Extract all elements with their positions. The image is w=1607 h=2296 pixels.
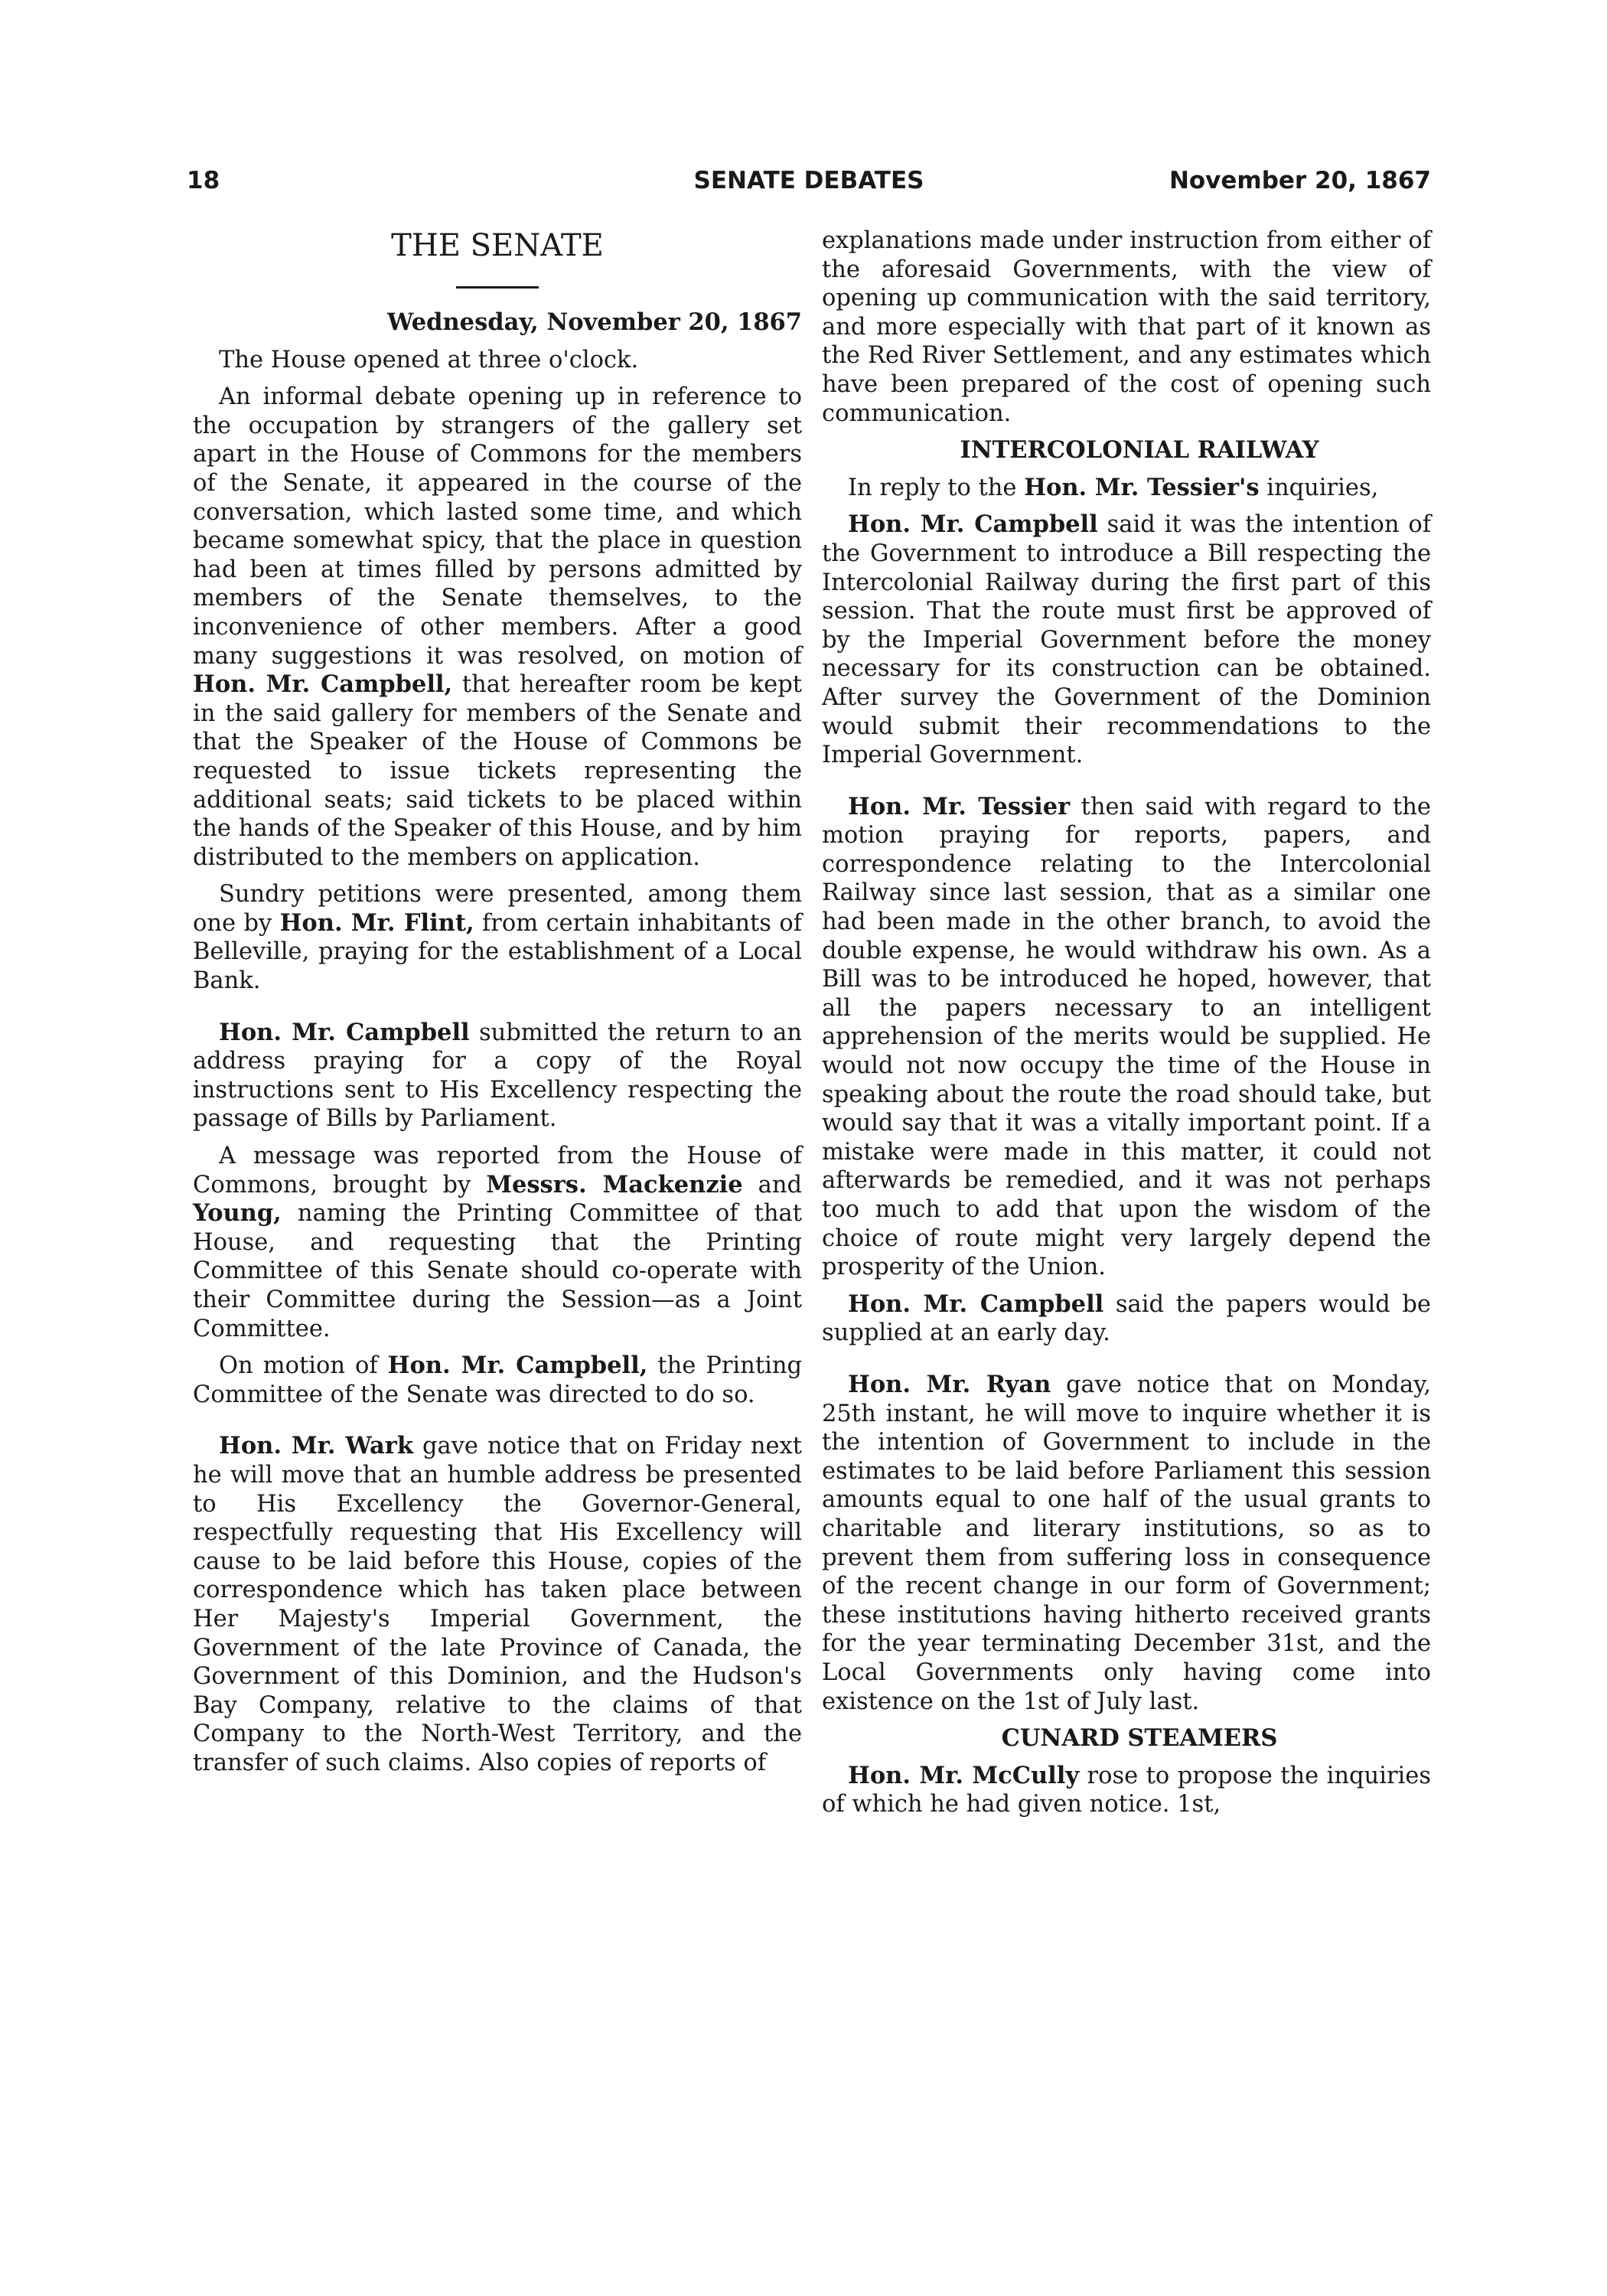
speaker-name: Hon. Mr. Ryan	[848, 1370, 1051, 1398]
paragraph-tessier: Hon. Mr. Tessier then said with regard to the motion praying for reports, papers, and correspondence relating to the Intercolonial Railway since last session, that as a similar one had been made in the other branch, to avoid the double expense, he would withdraw his own. As a Bill was to be introduced he hoped, however, that all the papers necessary to an intelligent apprehension of the merits would be supplied. He would not now occupy the time of the House in speaking about the route the road should take, but would say that it was a vitally important point. If a mistake were made in this matter, it could not afterwards be remedied, and it was not perhaps too much to add that upon the wisdom of the choice of route might very largely depend the prosperity of the Union.	[822, 792, 1431, 1281]
paragraph-printing-motion: On motion of Hon. Mr. Campbell, the Printing Committee of the Senate was directed to do so.	[193, 1352, 802, 1408]
speaker-name: Hon. Mr. Tessier's	[1024, 473, 1260, 501]
speaker-name: Hon. Mr. Campbell	[848, 510, 1098, 539]
paragraph-ryan-notice: Hon. Mr. Ryan gave notice that on Monday, 25th instant, he will move to inquire whether it is the intention of Government to include in the estimates to be laid before Parliament this session amounts equal to one half of the usual grants to charitable and literary institutions, so as to prevent them from suffering loss in consequence of the recent change in our form of Government; these institutions having hitherto received grants for the year terminating December 31st, and the Local Governments only having come into existence on the 1st of July last.	[822, 1370, 1432, 1715]
paragraph-petitions: Sundry petitions were presented, among them one by Hon. Mr. Flint, from certain inhabitants of Belleville, praying for the establishment of a Local Bank.	[193, 881, 802, 995]
heading-cunard-steamers: CUNARD STEAMERS	[1001, 1724, 1278, 1753]
left-column	[193, 227, 802, 1778]
speaker-name: Hon. Mr. Campbell	[848, 1290, 1104, 1318]
paragraph-wark-notice: Hon. Mr. Wark gave notice that on Friday next he will move that an humble address be presented to His Excellency the Governor-General, respectfully requesting that His Excellency will cause to be laid before this House, copies of the correspondence which has taken place between Her Majesty's Imperial Government, the Government of the late Province of Canada, the Government of this Dominion, and the Hudson's Bay Company, relative to the claims of that Company to the North-West Territory, and the transfer of such claims. Also copies of reports of	[193, 1432, 802, 1776]
speaker-name: Hon. Mr. Campbell	[219, 1018, 470, 1046]
publication-title: SENATE DEBATES	[693, 167, 924, 194]
speaker-name: Hon. Mr. Campbell,	[193, 670, 453, 699]
speaker-name: Hon. Mr. Flint,	[279, 908, 474, 937]
paragraph-mccully: Hon. Mr. McCully rose to propose the inquiries of which he had given notice. 1st,	[822, 1761, 1431, 1818]
header-date: November 20, 1867	[1169, 167, 1431, 194]
speaker-name: Messrs. Mackenzie	[486, 1170, 743, 1199]
page-header	[187, 167, 1431, 205]
section-title: THE SENATE	[391, 228, 604, 263]
title-rule	[456, 286, 539, 289]
speaker-name: Hon. Mr. Wark	[219, 1432, 413, 1460]
speaker-name: Hon. Mr. Campbell,	[387, 1352, 648, 1380]
paragraph-opening: The House opened at three o'clock.	[219, 346, 639, 373]
page-number: 18	[187, 167, 220, 194]
speaker-name: Hon. Mr. McCully	[848, 1761, 1080, 1789]
sitting-date: Wednesday, November 20, 1867	[387, 308, 802, 336]
paragraph-return: Hon. Mr. Campbell submitted the return to an address praying for a copy of the Royal instructions sent to His Excellency respecting the passage of Bills by Parliament.	[193, 1018, 802, 1133]
speaker-name: Hon. Mr. Tessier	[848, 792, 1071, 820]
heading-intercolonial-railway: INTERCOLONIAL RAILWAY	[960, 436, 1319, 465]
paragraph-campbell-papers: Hon. Mr. Campbell said the papers would be supplied at an early day.	[822, 1290, 1431, 1347]
paragraph-reply: In reply to the Hon. Mr. Tessier's inquiries,	[848, 473, 1379, 501]
paragraph-gallery: An informal debate opening up in reference to the occupation by strangers of the gallery set apart in the House of Commons for the members of the Senate, it appeared in the course of the conversation, which lasted some time, and which became somewhat spicy, that the place in question had been at times filled by persons admitted by members of the Senate themselves, to the inconvenience of other members. After a good many suggestions it was resolved, on motion of Hon. Mr. Campbell, that hereafter room be kept in the said gallery for members of the Senate and that the Speaker of the House of Commons be requested to issue tickets representing the additional seats; said tickets to be placed within the hands of the Speaker of this House, and by him distributed to the members on application.	[193, 383, 802, 871]
paragraph-continuation: explanations made under instruction from either of the aforesaid Governments, with the view of opening up communication with the said territory, and more especially with that part of it known as the Red River Settlement, and any estimates which have been prepared of the cost of opening such communication.	[822, 227, 1431, 427]
paragraph-campbell-bill: Hon. Mr. Campbell said it was the intention of the Government to introduce a Bill respecting the Intercolonial Railway during the first part of this session. That the route must first be approved of by the Imperial Government before the money necessary for its construction can be obtained. After survey the Government of the Dominion would submit their recommendations to the Imperial Government.	[822, 510, 1431, 769]
right-column	[822, 227, 1431, 1819]
speaker-name: Young,	[193, 1199, 282, 1228]
paragraph-message: A message was reported from the House of Commons, brought by Messrs. Mackenzie and Young, naming the Printing Committee of that House, and requesting that the Printing Committee of this Senate should co-operate with their Committee during the Session—as a Joint Committee.	[193, 1143, 802, 1342]
